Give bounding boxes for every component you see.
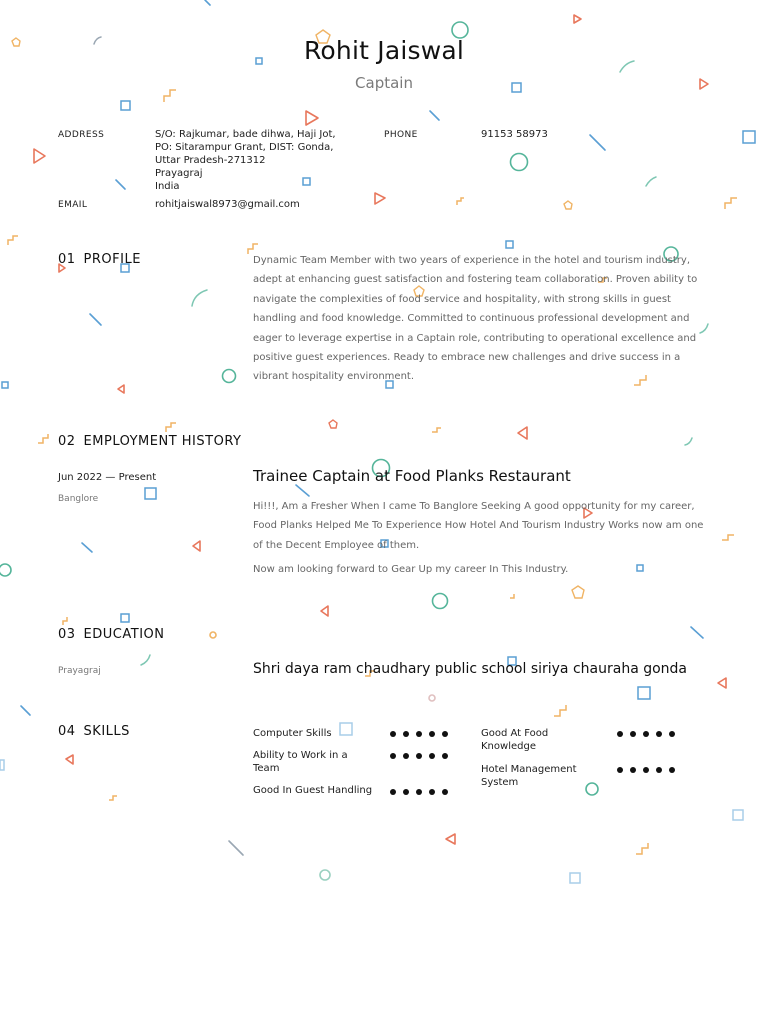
skill-name: Hotel Management System <box>481 764 577 788</box>
skill-dot <box>403 731 409 737</box>
skill-dot <box>416 753 422 759</box>
section-number: 01 <box>58 252 76 267</box>
skill-dot <box>416 789 422 795</box>
section-label: EDUCATION <box>83 627 165 642</box>
skill-dot <box>416 731 422 737</box>
address-line: S/O: Rajkumar, bade dihwa, Haji Jot, <box>155 129 336 140</box>
skill-rating <box>617 731 675 737</box>
address-label: ADDRESS <box>58 130 105 140</box>
address-value <box>155 128 336 193</box>
skill-dot <box>390 731 396 737</box>
skill-dot <box>442 789 448 795</box>
section-title-profile <box>58 252 141 267</box>
skill-name: Computer Skills <box>253 728 332 739</box>
skill-dot <box>429 753 435 759</box>
address-line: Uttar Pradesh-271312 <box>155 155 266 166</box>
skill-name: Good In Guest Handling <box>253 785 373 796</box>
skill-dot <box>669 767 675 773</box>
job-date: Jun 2022 — Present <box>58 472 157 483</box>
education-school: Shri daya ram chaudhary public school siriya chauraha gonda <box>253 661 688 677</box>
skill-dot <box>656 731 662 737</box>
email-label: EMAIL <box>58 200 88 210</box>
skill-dot <box>390 753 396 759</box>
skill-dot <box>669 731 675 737</box>
phone-value: 91153 58973 <box>481 129 548 140</box>
skill-dot <box>643 731 649 737</box>
section-label: EMPLOYMENT HISTORY <box>83 434 242 449</box>
skill-dot <box>442 731 448 737</box>
skill-dot <box>617 767 623 773</box>
job-description-2: Now am looking forward to Gear Up my career In This Industry. <box>253 564 569 575</box>
section-label: SKILLS <box>83 724 130 739</box>
section-title-employment <box>58 434 241 449</box>
candidate-name: Rohit Jaiswal <box>303 36 465 65</box>
skill-dot <box>403 789 409 795</box>
job-description: Hi!!!, Am a Fresher When I came To Banglore Seeking A good opportunity for my career, Food Planks Helped Me To Experience How Hotel And Tourism Industry Works now am one of the Decent Employee of them. <box>253 501 704 551</box>
section-number: 02 <box>58 434 76 449</box>
profile-summary: Dynamic Team Member with two years of experience in the hotel and tourism industry, adept at enhancing guest satisfaction and fostering team collaboration. Proven ability to navigate the complexities of food service and hospitality, with strong skills in guest handling and food knowledge. Committed to continuous professional development and eager to leverage expertise in a Captain role, contributing to operational excellence and positive guest experiences. Ready to embrace new challenges and drive success in a vibrant hospitality environment. <box>253 255 698 383</box>
phone-label: PHONE <box>384 130 418 140</box>
education-city: Prayagraj <box>58 666 101 676</box>
skill-dot <box>656 767 662 773</box>
skill-rating <box>390 731 448 737</box>
skill-name: Ability to Work in a Team <box>253 750 348 774</box>
skill-dot <box>617 731 623 737</box>
skill-dot <box>429 789 435 795</box>
section-number: 03 <box>58 627 76 642</box>
section-number: 04 <box>58 724 76 739</box>
candidate-title: Captain <box>355 74 413 92</box>
job-title: Trainee Captain at Food Planks Restaurant <box>253 467 571 485</box>
skill-name: Good At Food Knowledge <box>481 728 549 752</box>
job-city: Banglore <box>58 494 99 504</box>
address-line: Prayagraj <box>155 168 203 179</box>
skill-dot <box>403 753 409 759</box>
section-label: PROFILE <box>83 252 141 267</box>
address-line: PO: Sitarampur Grant, DIST: Gonda, <box>155 142 334 153</box>
skill-rating <box>390 753 448 759</box>
address-line: India <box>155 181 180 192</box>
skill-dot <box>390 789 396 795</box>
email-value[interactable]: rohitjaiswal8973@gmail.com <box>155 199 300 210</box>
skill-dot <box>643 767 649 773</box>
skill-dot <box>429 731 435 737</box>
section-title-skills <box>58 724 130 739</box>
skill-rating <box>390 789 448 795</box>
skill-dot <box>630 767 636 773</box>
skill-dot <box>442 753 448 759</box>
skill-dot <box>630 731 636 737</box>
skill-rating <box>617 767 675 773</box>
section-title-education <box>58 627 164 642</box>
